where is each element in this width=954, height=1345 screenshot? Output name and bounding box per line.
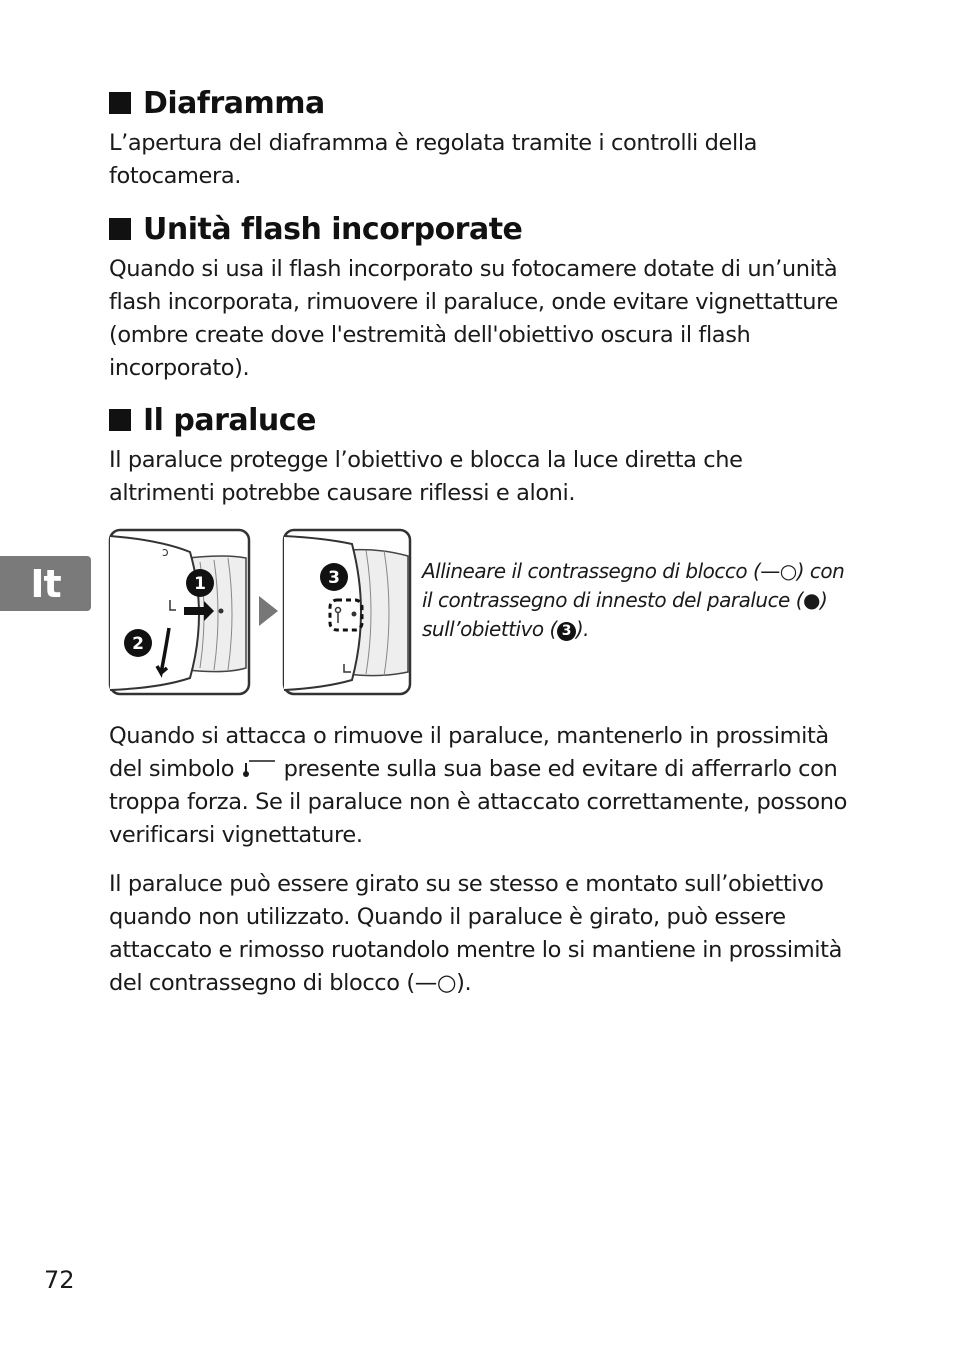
svg-text:ↄ: ↄ xyxy=(162,545,169,559)
lock-mark-icon: —○ xyxy=(760,559,797,583)
step-3-marker xyxy=(320,563,348,591)
page-number: 72 xyxy=(44,1266,75,1294)
caption-text: ) con il contrassegno di innesto del paraluce ( xyxy=(422,559,845,612)
heading-aperture-text: Diaframma xyxy=(143,86,325,121)
step-2-label: 2 xyxy=(132,634,144,654)
hood-attach-figure xyxy=(108,528,413,698)
lock-mark-icon: —○ xyxy=(414,970,457,996)
heading-hood-text: Il paraluce xyxy=(143,403,316,438)
language-tab-label: It xyxy=(30,561,61,606)
heading-flash xyxy=(109,212,522,248)
language-tab xyxy=(0,556,91,611)
aperture-text: L’apertura del diaframma è regolata tramite i controlli della fotocamera. xyxy=(109,130,758,189)
heading-aperture xyxy=(109,86,325,122)
reverse-text-end: ). xyxy=(456,970,472,996)
step-1-marker xyxy=(186,569,214,597)
flash-text: Quando si usa il flash incorporato su fotocamere dotate di un’unità flash incorporata, rimuovere il paraluce, onde evitare vignettatture (ombre create dove l'estremità dell'obiettivo oscura il flash incorporato). xyxy=(109,256,838,381)
reverse-text-start: Il paraluce può essere girato su se stesso e montato sull’obiettivo quando non utilizzato. Quando il paraluce è girato, può essere attaccato e rimosso ruotandolo mentre lo si mantiene in prossimità del contrassegno di blocco ( xyxy=(109,871,842,996)
hood-attach-illustration xyxy=(108,528,413,698)
figure-caption xyxy=(422,557,852,644)
attach-text-end: presente sulla sua base ed evitare di afferrarlo con troppa forza. Se il paraluce non è attaccato correttamente, possono verificarsi vignettature. xyxy=(109,756,848,848)
reverse-hood-text xyxy=(109,868,849,1000)
panel-right xyxy=(284,530,410,694)
heading-square-icon xyxy=(109,92,131,114)
panel-left xyxy=(110,530,249,694)
caption-text: Allineare il contrassegno di blocco ( xyxy=(422,559,761,583)
heading-square-icon xyxy=(109,409,131,431)
caption-text: ). xyxy=(575,617,590,641)
heading-hood xyxy=(109,403,316,439)
step-1-label: 1 xyxy=(194,574,206,594)
heading-flash-text: Unità flash incorporate xyxy=(143,212,523,247)
heading-square-icon xyxy=(109,218,131,240)
hood-grip-symbol-icon xyxy=(241,757,277,779)
attach-text-start: Quando si attacca o rimuove il paraluce, mantenerlo in prossimità del simbolo xyxy=(109,723,829,782)
mount-mark-icon: ● xyxy=(803,588,820,612)
step-3-ref-icon: 3 xyxy=(557,622,576,641)
hood-text: Il paraluce protegge l’obiettivo e blocca la luce diretta che altrimenti potrebbe causare riflessi e aloni. xyxy=(109,447,743,506)
caption-text: ) sull’obiettivo ( xyxy=(422,588,828,641)
step-2-marker xyxy=(124,629,152,657)
next-step-arrow-icon xyxy=(259,596,278,626)
step-3-label: 3 xyxy=(328,568,340,588)
attach-remove-text xyxy=(109,720,849,852)
